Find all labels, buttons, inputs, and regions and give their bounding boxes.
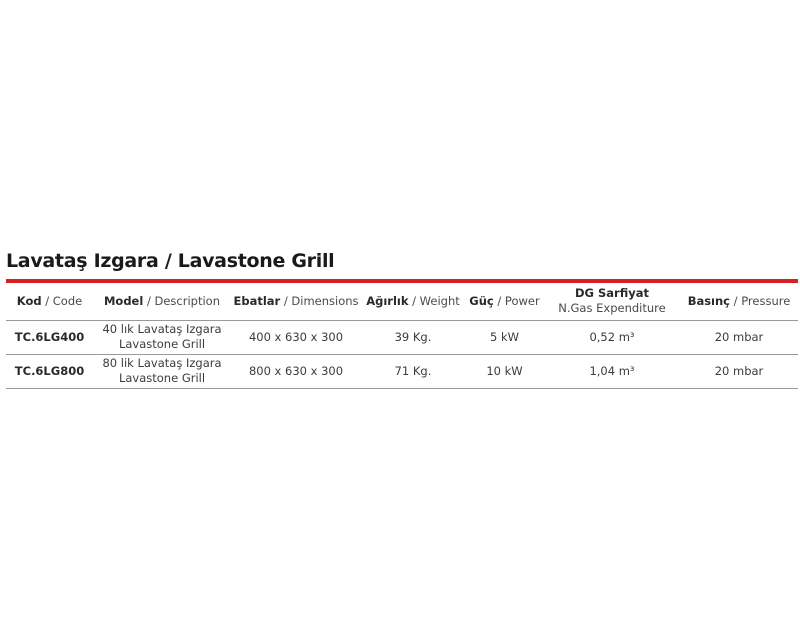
cell-pressure: 20 mbar	[680, 320, 798, 354]
header-weight: Ağırlık / Weight	[361, 283, 465, 320]
table-row	[6, 320, 798, 354]
header-gas: DG Sarfiyat N.Gas Expenditure	[544, 283, 680, 320]
spec-table	[6, 283, 798, 389]
cell-weight: 39 Kg.	[361, 320, 465, 354]
cell-power: 10 kW	[465, 354, 544, 388]
cell-model: 80 lik Lavataş Izgara Lavastone Grill	[93, 354, 231, 388]
header-power: Güç / Power	[465, 283, 544, 320]
cell-weight: 71 Kg.	[361, 354, 465, 388]
cell-gas: 1,04 m³	[544, 354, 680, 388]
header-pressure: Basınç / Pressure	[680, 283, 798, 320]
table-row	[6, 354, 798, 388]
cell-model: 40 lık Lavataş Izgara Lavastone Grill	[93, 320, 231, 354]
header-code: Kod / Code	[6, 283, 93, 320]
cell-code: TC.6LG800	[6, 354, 93, 388]
table-header-row	[6, 283, 798, 320]
header-model: Model / Description	[93, 283, 231, 320]
cell-dimensions: 800 x 630 x 300	[231, 354, 361, 388]
cell-code: TC.6LG400	[6, 320, 93, 354]
cell-dimensions: 400 x 630 x 300	[231, 320, 361, 354]
cell-pressure: 20 mbar	[680, 354, 798, 388]
cell-power: 5 kW	[465, 320, 544, 354]
header-dimensions: Ebatlar / Dimensions	[231, 283, 361, 320]
page-title: Lavataş Izgara / Lavastone Grill	[6, 250, 335, 272]
cell-gas: 0,52 m³	[544, 320, 680, 354]
